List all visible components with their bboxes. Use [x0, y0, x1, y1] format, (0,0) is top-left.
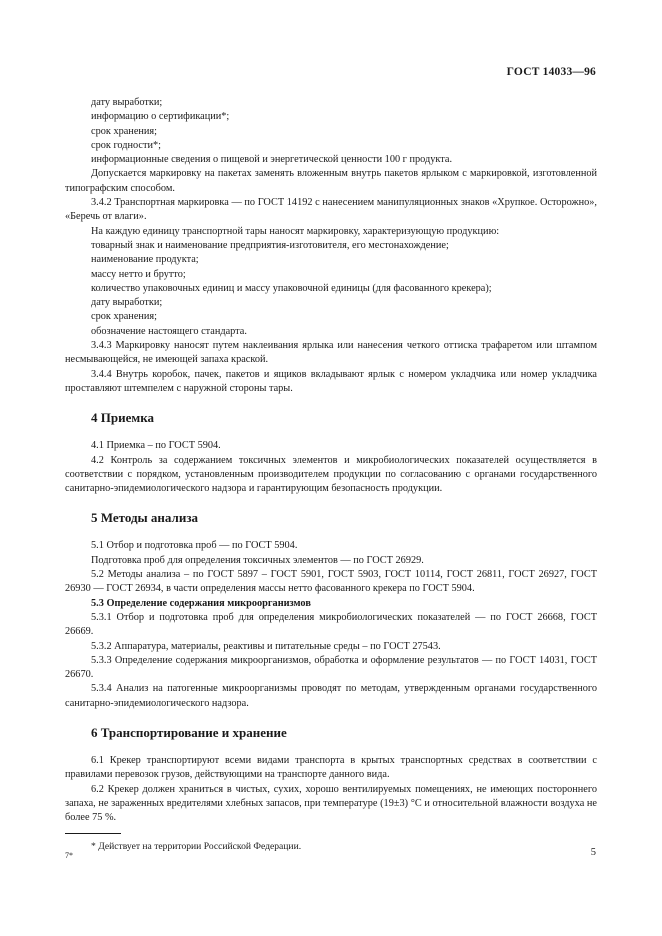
paragraph: 5.1 Отбор и подготовка проб — по ГОСТ 5904. — [91, 540, 298, 552]
top-paragraphs — [65, 96, 597, 396]
paragraph: 5.3.2 Аппаратура, материалы, реактивы и питательные среды – по ГОСТ 27543. — [91, 640, 441, 652]
paragraph: 5.2 Методы анализа – по ГОСТ 5897 – ГОСТ 5901, ГОСТ 5903, ГОСТ 10114, ГОСТ 26811, ГОСТ 26927, ГОСТ 26930 — ГОСТ 26934, в части определения массы нетто фасованного крекера по ГОСТ 5904. — [65, 569, 597, 595]
paragraph: информационные сведения о пищевой и энергетической ценности 100 г продукта. — [91, 154, 453, 166]
paragraph: 5.3.1 Отбор и подготовка проб для определения микробиологических показателей — по ГОСТ 26668, ГОСТ 26669. — [65, 611, 597, 638]
paragraph: 6.1 Крекер транспортируют всеми видами транспорта в крытых транспортных средствах в соответствии с правилами перевозок грузов, действующими на транспорте данного вида. — [65, 754, 597, 781]
subsection-heading: 5.3 Определение содержания микроорганизмов — [91, 597, 311, 609]
paragraph: срок хранения; — [91, 125, 158, 137]
paragraph: 5.3.4 Анализ на патогенные микроорганизмы проводят по методам, утвержденным органами государственного санитарно-эпидемиологического надзора. — [65, 683, 597, 709]
section-6-body — [65, 754, 597, 825]
paragraph: 4.2 Контроль за содержанием токсичных элементов и микробиологических показателей осуществляется в соответствии с порядком, установленным производителем продукции по согласованию с органами государственного санитарно-эпидемиологического надзора и гарантирующим безопасность продукции. — [65, 454, 597, 495]
paragraph: Допускается маркировку на пакетах заменять вложенным внутрь пакетов ярлыком с маркировкой, изготовленной типографским способом. — [65, 168, 597, 194]
section-heading: 5 Методы анализа — [91, 510, 199, 526]
paragraph: дату выработки; — [91, 97, 163, 108]
section-heading: 6 Транспортирование и хранение — [91, 724, 287, 740]
paragraph: массу нетто и брутто; — [91, 268, 186, 280]
footnote-divider — [65, 833, 121, 834]
document-body — [65, 96, 597, 855]
paragraph: товарный знак и наименование предприятия-изготовителя, его местонахождение; — [91, 239, 449, 251]
paragraph: 6.2 Крекер должен храниться в чистых, сухих, хорошо вентилируемых помещениях, не имеющих постороннего запаха, не зараженных вредителями хлебных запасов, при температуре (19±3) °С и относительной влажности воздуха не более 75 %. — [65, 783, 597, 824]
paragraph: 3.4.2 Транспортная маркировка — по ГОСТ 14192 с нанесением манипуляционных знаков «Хрупкое. Осторожно», «Беречь от влаги». — [65, 197, 597, 223]
paragraph: наименование продукта; — [91, 254, 199, 266]
section-heading: 4 Приемка — [91, 410, 155, 426]
section-5-body — [65, 539, 597, 711]
paragraph: 4.1 Приемка – по ГОСТ 5904. — [91, 440, 221, 452]
paragraph: срок годности*; — [91, 139, 162, 151]
page-number: 5 — [590, 847, 596, 858]
paragraph: 5.3.3 Определение содержания микроорганизмов, обработка и оформление результатов — по ГОСТ 14031, ГОСТ 26670. — [65, 654, 597, 681]
standard-header: ГОСТ 14033—96 — [506, 66, 596, 78]
paragraph: срок хранения; — [91, 311, 158, 323]
paragraph: количество упаковочных единиц и массу упаковочной единицы (для фасованного крекера); — [91, 282, 492, 294]
paragraph: На каждую единицу транспортной тары наносят маркировку, характеризующую продукцию: — [91, 225, 500, 237]
paragraph: Подготовка проб для определения токсичных элементов — по ГОСТ 26929. — [91, 554, 424, 566]
paragraph: обозначение настоящего стандарта. — [91, 325, 247, 337]
sheet-mark: 7* — [65, 851, 73, 860]
paragraph: 3.4.3 Маркировку наносят путем наклеивания ярлыка или нанесения четкого оттиска трафаретом или штампом несмывающейся, не имеющей запаха краской. — [65, 340, 597, 366]
paragraph: информацию о сертификации*; — [91, 111, 230, 123]
paragraph: 3.4.4 Внутрь коробок, пачек, пакетов и ящиков вкладывают ярлык с номером укладчика или номер укладчика проставляют штемпелем с наружной стороны тары. — [65, 368, 597, 394]
section-4-body — [65, 439, 597, 496]
footnote: * Действует на территории Российской Федерации. — [91, 841, 302, 853]
paragraph: дату выработки; — [91, 297, 163, 309]
